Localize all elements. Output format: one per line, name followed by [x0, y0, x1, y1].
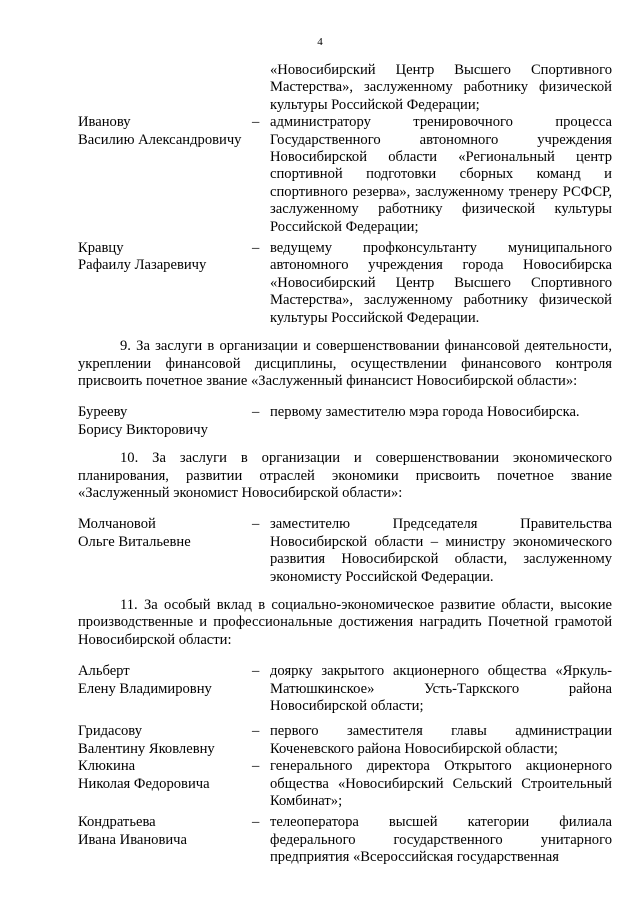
recipient-description: ведущему профконсультанту муниципального автономного учреждения города Новосибирска «Новосибирский Центр Высшего Спортивного Мастерства», заслуженному работнику физической культуры Российской Федерации. — [270, 240, 612, 326]
entry-continued — [78, 62, 612, 114]
recipient-name: Бурееву Борису Викторовичу — [78, 404, 208, 438]
section-9-paragraph: 9. За заслуги в организации и совершенствовании финансовой деятельности, укреплении финансовой дисциплины, осуществлении финансового контроля присвоить почетное звание «Заслуженный финансист Новосибирской области»: — [78, 338, 612, 389]
entry-klyukina — [78, 758, 612, 810]
recipient-description: администратору тренировочного процесса Государственного автономного учреждения Новосибирской области «Региональный центр спортивной подготовки сборных команд и спортивного резерва», заслуженному тренеру РСФСР, заслуженному работнику физической культуры Российской Федерации; — [270, 114, 612, 235]
recipient-description: первого заместителя главы администрации Коченевского района Новосибирской области; — [270, 723, 612, 757]
recipient-name: Иванову Василию Александровичу — [78, 114, 242, 148]
dash: – — [252, 723, 260, 740]
recipient-name: Кравцу Рафаилу Лазаревичу — [78, 240, 207, 274]
entry-bureev — [78, 404, 612, 439]
entry-kravtsu — [78, 240, 612, 327]
document-body — [78, 62, 612, 867]
dash: – — [252, 814, 260, 831]
dash: – — [252, 114, 260, 131]
dash: – — [252, 240, 260, 257]
recipient-description: генерального директора Открытого акционерного общества «Новосибирский Сельский Строительный Комбинат»; — [270, 758, 612, 810]
entry-albert — [78, 663, 612, 715]
entry-molchanova — [78, 516, 612, 586]
recipient-description: заместителю Председателя Правительства Новосибирской области – министру экономического развития Новосибирской области, заслуженному экономисту Российской Федерации. — [270, 516, 612, 585]
recipient-name: Гридасову Валентину Яковлевну — [78, 723, 215, 757]
page-number: 4 — [317, 36, 323, 48]
recipient-name: Кондратьева Ивана Ивановича — [78, 814, 187, 848]
entry-kondratieva — [78, 814, 612, 866]
recipient-name: Клюкина Николая Федоровича — [78, 758, 210, 792]
dash: – — [252, 758, 260, 775]
dash: – — [252, 516, 260, 533]
recipient-name: Альберт Елену Владимировну — [78, 663, 212, 697]
dash: – — [252, 663, 260, 680]
recipient-description: доярку закрытого акционерного общества «Яркуль-Матюшкинское» Усть-Таркского района Новосибирской области; — [270, 663, 612, 714]
section-11-paragraph: 11. За особый вклад в социально-экономическое развитие области, высокие производственные и профессиональные достижения наградить Почетной грамотой Новосибирской области: — [78, 596, 612, 648]
section-10-paragraph: 10. За заслуги в организации и совершенствовании экономического планирования, развитии отраслей экономики присвоить почетное звание «Заслуженный экономист Новосибирской области»: — [78, 450, 612, 501]
recipient-description: телеоператора высшей категории филиала федерального государственного унитарного предприятия «Всероссийская государственная — [270, 814, 612, 866]
entry-gridasova — [78, 723, 612, 758]
entry-ivanov — [78, 114, 612, 236]
recipient-description: «Новосибирский Центр Высшего Спортивного Мастерства», заслуженному работнику физической культуры Российской Федерации; — [270, 62, 612, 113]
dash: – — [252, 404, 260, 421]
recipient-name: Молчановой Ольге Витальевне — [78, 516, 191, 550]
recipient-description: первому заместителю мэра города Новосибирска. — [270, 404, 580, 421]
